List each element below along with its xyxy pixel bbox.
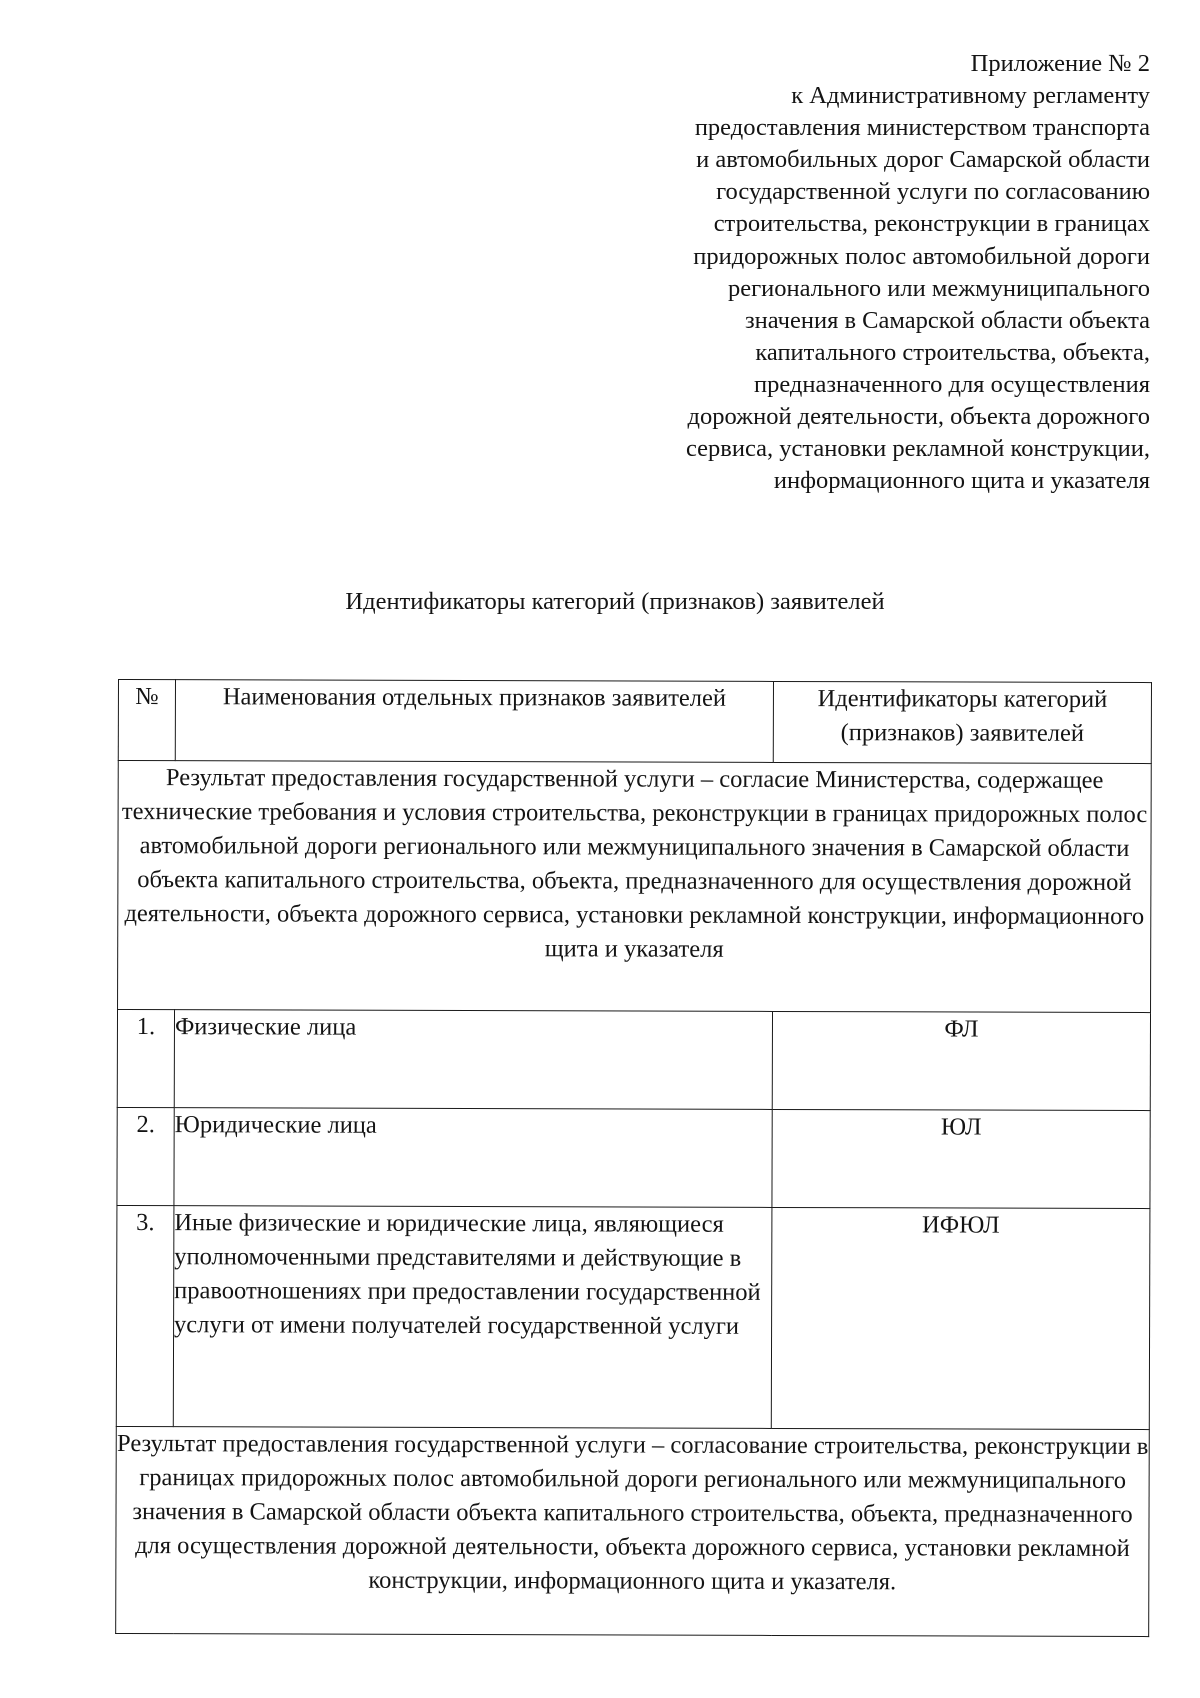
row-name: Юридические лица bbox=[174, 1108, 772, 1208]
header-identifier: Идентификаторы категорий (признаков) заявителей bbox=[773, 681, 1151, 763]
section-result-consent: Результат предоставления государственной услуги – согласие Министерства, содержащее технические требования и условия строительства, реконструкции в границах придорожных полос автомобильной дороги регионального или межмуниципального значения в Самарской области объекта капитального строительства, объекта, предназначенного для осуществления дорожной деятельности, объекта дорожного сервиса, установки рекламной конструкции, информационного щита и указателя bbox=[118, 761, 1152, 1013]
appendix-header-line: строительства, реконструкции в границах bbox=[713, 210, 1150, 238]
appendix-header-line: государственной услуги по согласованию bbox=[716, 178, 1150, 206]
appendix-header-line: и автомобильных дорог Самарской области bbox=[696, 146, 1150, 174]
header-name: Наименования отдельных признаков заявителей bbox=[175, 680, 773, 763]
appendix-header-line: сервиса, установки рекламной конструкции, bbox=[685, 435, 1150, 463]
row-name: Физические лица bbox=[174, 1010, 772, 1110]
section-result-approval: Результат предоставления государственной услуги – согласование строительства, реконструкции в границах придорожных полос автомобильной дороги регионального или межмуниципального значения в Самарской области объекта капитального строительства, объекта, предназначенного для осуществления дорожной деятельности, объекта дорожного сервиса, установки рекламной конструкции, информационного щита и указателя. bbox=[116, 1426, 1150, 1636]
row-identifier: ЮЛ bbox=[772, 1109, 1150, 1208]
row-number: 1. bbox=[117, 1010, 174, 1108]
appendix-header-line: предоставления министерством транспорта bbox=[694, 114, 1150, 142]
row-number: 3. bbox=[116, 1205, 174, 1426]
appendix-header-line: значения в Самарской области объекта bbox=[744, 306, 1150, 334]
table-row bbox=[117, 1010, 1150, 1111]
row-number: 2. bbox=[117, 1107, 174, 1205]
row-name: Иные физические и юридические лица, являющиеся уполномоченными представителями и действующие в правоотношениях при предоставлении государственной услуги от имени получателей государственной услуги bbox=[173, 1206, 772, 1429]
applicant-identifiers-table bbox=[115, 679, 1152, 1637]
appendix-header-line: к Административному регламенту bbox=[791, 82, 1150, 110]
table-header-row bbox=[118, 680, 1151, 764]
appendix-header-line: информационного щита и указателя bbox=[773, 467, 1150, 495]
appendix-header-line: предназначенного для осуществления bbox=[753, 370, 1150, 398]
row-identifier: ИФЮЛ bbox=[771, 1207, 1150, 1429]
appendix-header-line: дорожной деятельности, объекта дорожного bbox=[687, 403, 1150, 431]
row-identifier: ФЛ bbox=[772, 1011, 1150, 1110]
document-title: Идентификаторы категорий (признаков) заявителей bbox=[345, 588, 885, 615]
table-row bbox=[117, 1107, 1150, 1208]
section-row bbox=[116, 1426, 1150, 1636]
table-row bbox=[116, 1205, 1150, 1429]
header-number: № bbox=[118, 680, 175, 761]
appendix-header-line: придорожных полос автомобильной дороги bbox=[693, 242, 1150, 270]
appendix-header-line: капитального строительства, объекта, bbox=[755, 338, 1150, 366]
appendix-header bbox=[530, 48, 1150, 497]
section-row bbox=[118, 761, 1152, 1013]
appendix-header-line: регионального или межмуниципального bbox=[727, 274, 1150, 302]
appendix-header-line: Приложение № 2 bbox=[970, 50, 1150, 77]
